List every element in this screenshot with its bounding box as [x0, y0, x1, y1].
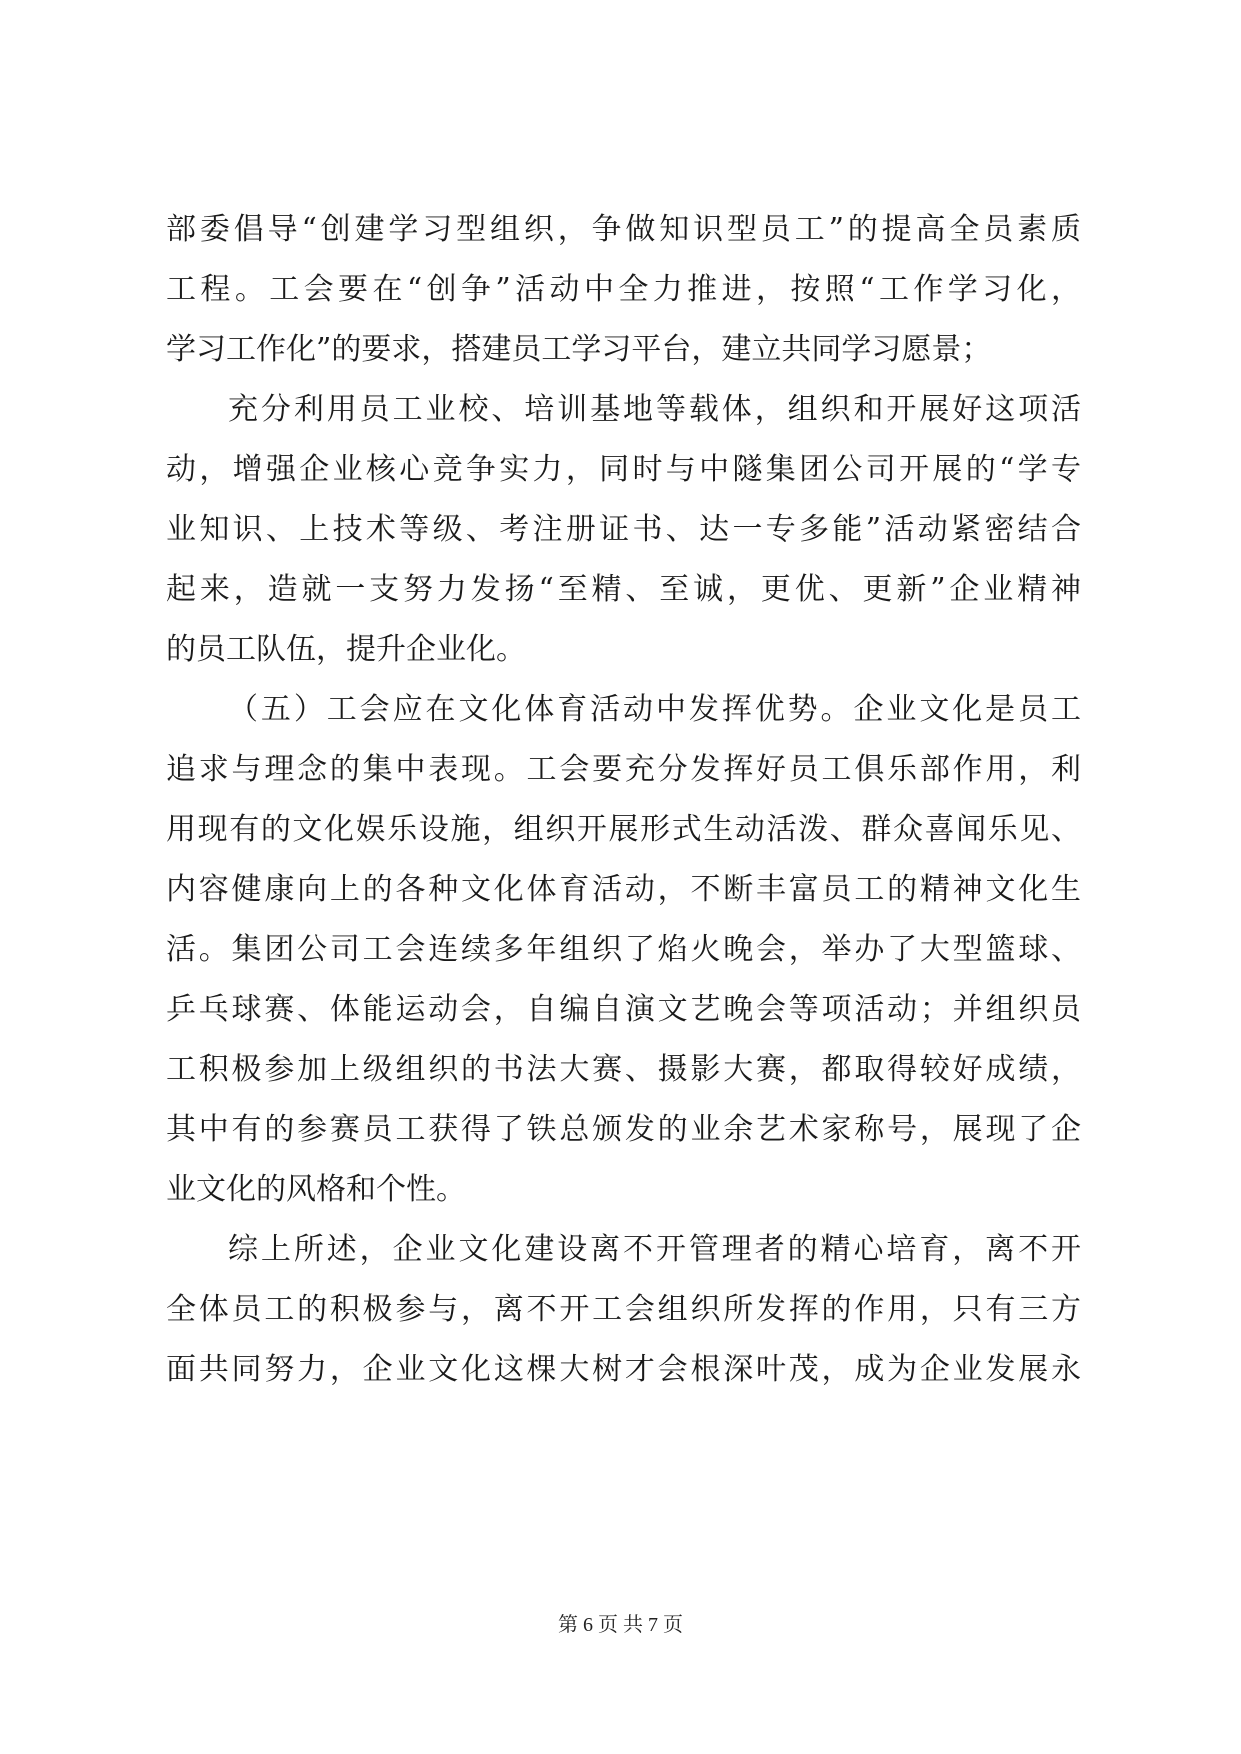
text-line: 工程。工会要在“创争”活动中全力推进，按照“工作学习化， — [166, 272, 1081, 307]
paragraph-first-line: （五）工会应在文化体育活动中发挥优势。企业文化是员工 — [228, 692, 1081, 727]
text-line: 工积极参加上级组织的书法大赛、摄影大赛，都取得较好成绩， — [166, 1052, 1081, 1087]
text-line: 追求与理念的集中表现。工会要充分发挥好员工俱乐部作用，利 — [166, 752, 1081, 787]
text-line: 全体员工的积极参与，离不开工会组织所发挥的作用，只有三方 — [166, 1292, 1081, 1327]
text-line: 面共同努力，企业文化这棵大树才会根深叶茂，成为企业发展永 — [166, 1352, 1081, 1387]
text-line: 部委倡导“创建学习型组织，争做知识型员工”的提高全员素质 — [166, 212, 1081, 247]
document-body — [166, 200, 1081, 1400]
text-line: 的员工队伍，提升企业化。 — [166, 632, 526, 667]
text-line: 用现有的文化娱乐设施，组织开展形式生动活泼、群众喜闻乐见、 — [166, 812, 1081, 847]
text-line: 其中有的参赛员工获得了铁总颁发的业余艺术家称号，展现了企 — [166, 1112, 1081, 1147]
paragraph-first-line: 综上所述，企业文化建设离不开管理者的精心培育，离不开 — [228, 1232, 1081, 1267]
text-line: 动，增强企业核心竞争实力，同时与中隧集团公司开展的“学专 — [166, 452, 1081, 487]
text-line: 业知识、上技术等级、考注册证书、达一专多能”活动紧密结合 — [166, 512, 1081, 547]
page-number: 第 6 页 共 7 页 — [558, 1614, 683, 1636]
text-line: 学习工作化”的要求，搭建员工学习平台，建立共同学习愿景； — [166, 332, 992, 367]
text-line: 乒乓球赛、体能运动会，自编自演文艺晚会等项活动；并组织员 — [166, 992, 1081, 1027]
paragraph-first-line: 充分利用员工业校、培训基地等载体，组织和开展好这项活 — [228, 392, 1081, 427]
text-line: 活。集团公司工会连续多年组织了焰火晚会，举办了大型篮球、 — [166, 932, 1081, 967]
text-line: 内容健康向上的各种文化体育活动，不断丰富员工的精神文化生 — [166, 872, 1081, 907]
text-line: 起来，造就一支努力发扬“至精、至诚，更优、更新”企业精神 — [166, 572, 1081, 607]
text-line: 业文化的风格和个性。 — [166, 1172, 466, 1207]
